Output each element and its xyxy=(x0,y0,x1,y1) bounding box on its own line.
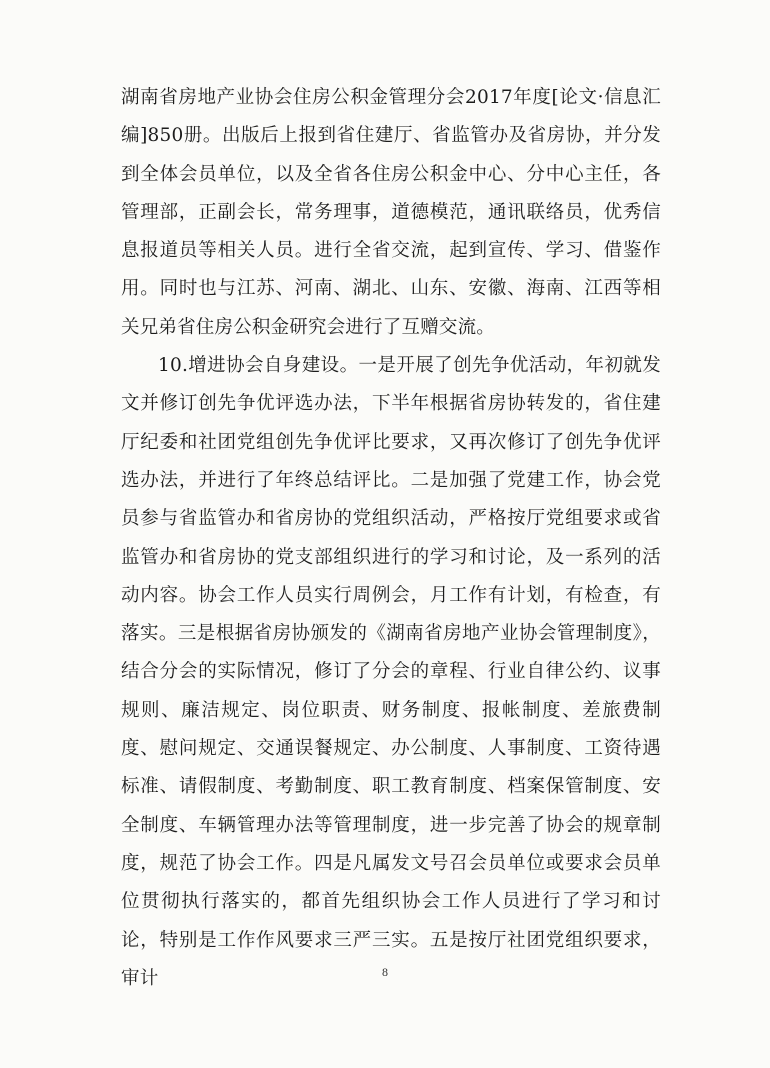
page-number: 8 xyxy=(382,965,388,979)
paragraph-publication: 湖南省房地产业协会住房公积金管理分会2017年度[论文·信息汇编]850册。出版后上报到省住建厅、省监管办及省房协，并分发到全体会员单位，以及全省各住房公积金中心、分中心主任，各管理部，正副会长，常务理事，道德模范，通讯联络员，优秀信息报道员等相关人员。进行全省交流，起到宣传、学习、借鉴作用。同时也与江苏、河南、湖北、山东、安徽、海南、江西等相关兄弟省住房公积金研究会进行了互赠交流。 xyxy=(121,87,661,338)
body-text xyxy=(121,79,661,998)
paragraph-self-construction: 10.增进协会自身建设。一是开展了创先争优活动，年初就发文并修订创先争优评选办法，下半年根据省房协转发的，省住建厅纪委和社团党组创先争优评比要求，又再次修订了创先争优评选办法，并进行了年终总结评比。二是加强了党建工作，协会党员参与省监管办和省房协的党组织活动，严格按厅党组要求或省监管办和省房协的党支部组织进行的学习和讨论，及一系列的活动内容。协会工作人员实行周例会，月工作有计划，有检查，有落实。三是根据省房协颁发的《湖南省房地产业协会管理制度》，结合分会的实际情况，修订了分会的章程、行业自律公约、议事规则、廉洁规定、岗位职责、财务制度、报帐制度、差旅费制度、慰问规定、交通误餐规定、办公制度、人事制度、工资待遇标准、请假制度、考勤制度、职工教育制度、档案保管制度、安全制度、车辆管理办法等管理制度，进一步完善了协会的规章制度，规范了协会工作。四是凡属发文号召会员单位或要求会员单位贯彻执行落实的，都首先组织协会工作人员进行了学习和讨论，特别是工作作风要求三严三实。五是按厅社团党组织要求，审计 xyxy=(121,355,661,989)
